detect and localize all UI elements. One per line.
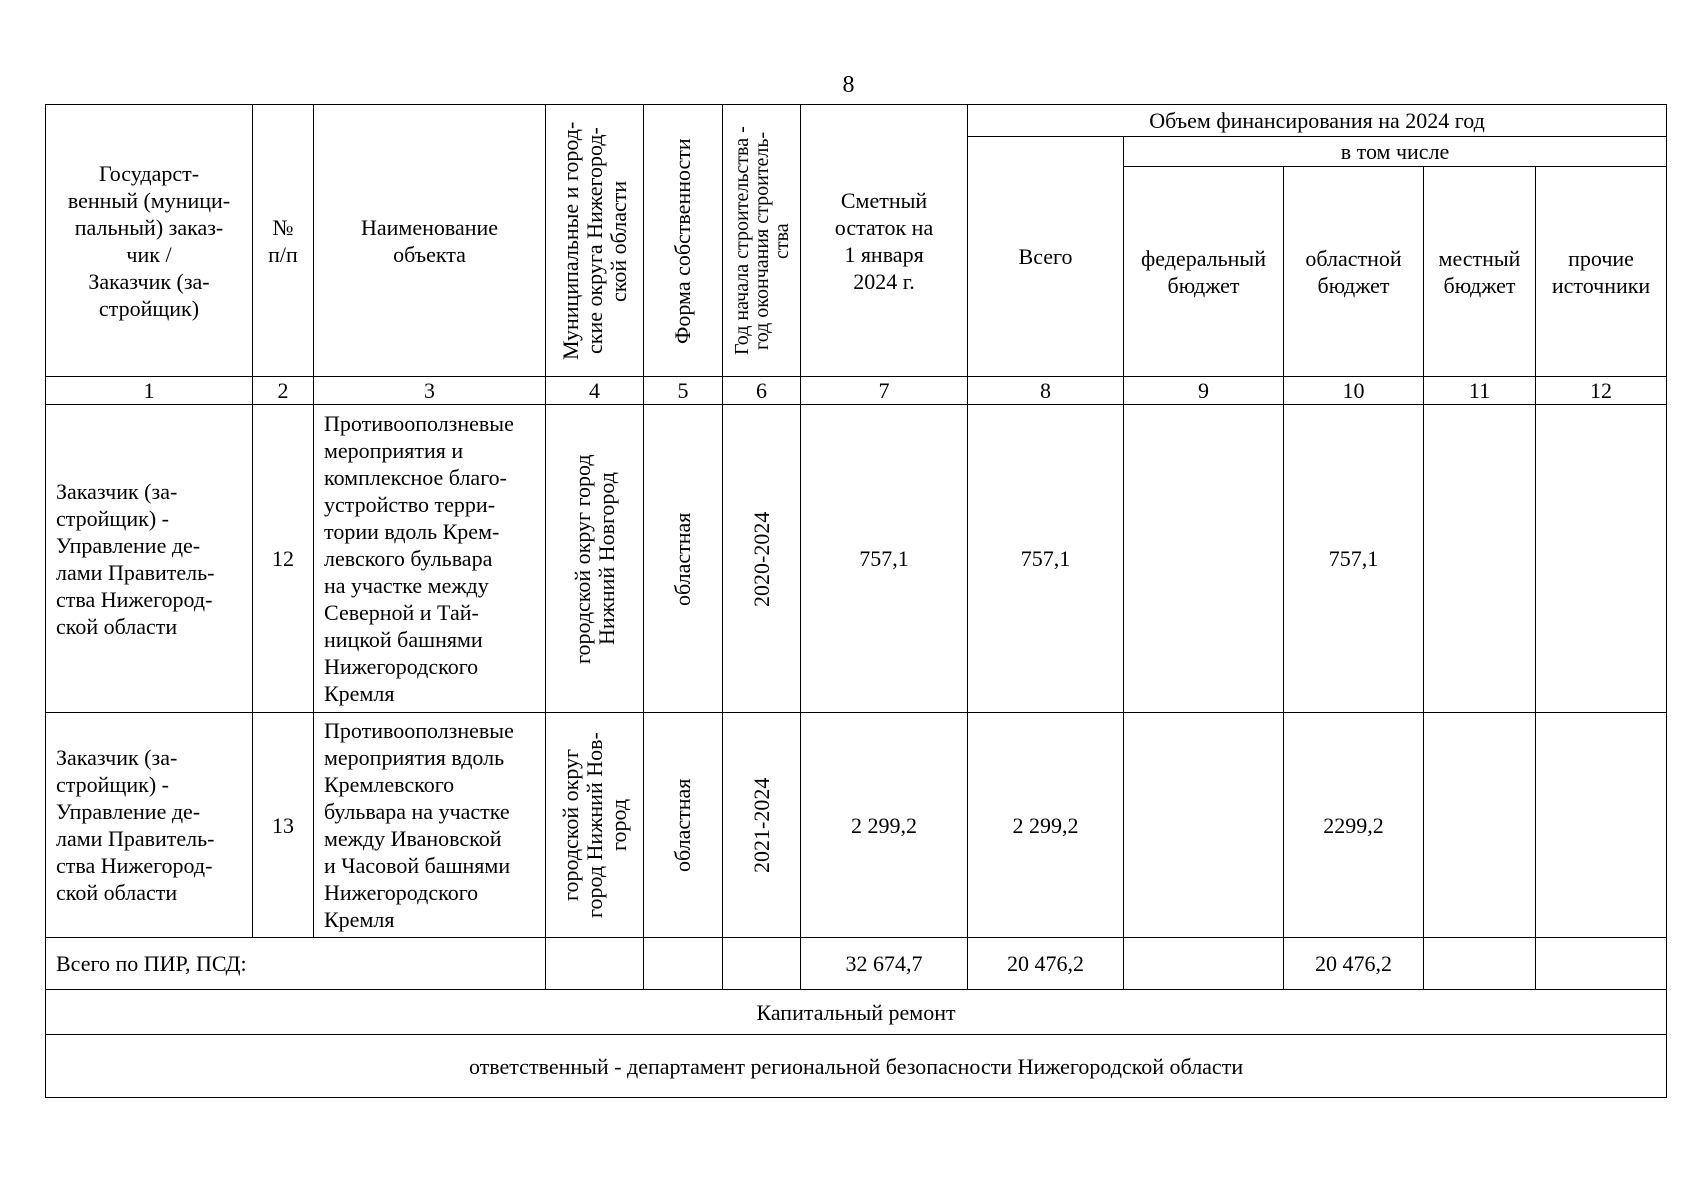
header-total: Всего <box>968 137 1124 377</box>
totals-federal <box>1124 938 1284 990</box>
header-ownership: Форма собственности <box>644 105 723 377</box>
column-numbers-row <box>46 377 1667 405</box>
totals-total: 20 476,2 <box>968 938 1124 990</box>
row-other <box>1536 713 1667 938</box>
column-number: 2 <box>253 377 314 405</box>
section-title-row <box>46 990 1667 1035</box>
header-object: Наименование объекта <box>314 105 546 377</box>
row-years: 2021-2024 <box>723 713 801 938</box>
totals-estimate: 32 674,7 <box>801 938 968 990</box>
header-federal: федеральный бюджет <box>1124 167 1284 377</box>
column-number: 4 <box>546 377 644 405</box>
header-other: прочие источники <box>1536 167 1667 377</box>
header-regional: областной бюджет <box>1284 167 1424 377</box>
totals-ownership <box>644 938 723 990</box>
row-federal <box>1124 405 1284 713</box>
header-customer: Государст- венный (муници- пальный) заказ- чик / Заказчик (за- стройщик) <box>46 105 253 377</box>
row-district: городской округ город Нижний Нов- город <box>546 713 644 938</box>
column-number: 1 <box>46 377 253 405</box>
column-number: 12 <box>1536 377 1667 405</box>
table-row <box>46 713 1667 938</box>
column-number: 8 <box>968 377 1124 405</box>
totals-district <box>546 938 644 990</box>
column-number: 3 <box>314 377 546 405</box>
column-number: 5 <box>644 377 723 405</box>
header-local: местный бюджет <box>1424 167 1536 377</box>
section-title: Капитальный ремонт <box>46 990 1667 1035</box>
section-responsible: ответственный - департамент региональной безопасности Нижегородской области <box>46 1035 1667 1098</box>
header-number: № п/п <box>253 105 314 377</box>
financing-table <box>45 104 1667 1098</box>
row-years: 2020-2024 <box>723 405 801 713</box>
section-responsible-row <box>46 1035 1667 1098</box>
column-number: 10 <box>1284 377 1424 405</box>
row-ownership: областная <box>644 405 723 713</box>
column-number: 6 <box>723 377 801 405</box>
row-customer: Заказчик (за- стройщик) - Управление де- лами Правитель- ства Нижегород- ской области <box>46 713 253 938</box>
row-other <box>1536 405 1667 713</box>
row-object: Противооползневые мероприятия вдоль Кремлевского бульвара на участке между Ивановской и Часовой башнями Нижегородского Кремля <box>314 713 546 938</box>
row-regional: 2299,2 <box>1284 713 1424 938</box>
header-years: Год начала строительства - год окончания строитель- ства <box>723 105 801 377</box>
totals-regional: 20 476,2 <box>1284 938 1424 990</box>
header-row-1 <box>46 105 1667 137</box>
page-number: 8 <box>842 72 855 98</box>
row-object: Противооползневые мероприятия и комплексное благо- устройство терри- тории вдоль Крем- левского бульвара на участке между Северной и Тай- ницкой башнями Нижегородского Кремля <box>314 405 546 713</box>
row-total: 757,1 <box>968 405 1124 713</box>
totals-years <box>723 938 801 990</box>
column-number: 7 <box>801 377 968 405</box>
table-row <box>46 405 1667 713</box>
header-district: Муниципальные и город- ские округа Нижегород- ской области <box>546 105 644 377</box>
column-number: 9 <box>1124 377 1284 405</box>
row-ownership: областная <box>644 713 723 938</box>
header-estimate: Сметный остаток на 1 января 2024 г. <box>801 105 968 377</box>
row-federal <box>1124 713 1284 938</box>
row-local <box>1424 713 1536 938</box>
header-financing: Объем финансирования на 2024 год <box>968 105 1667 137</box>
row-estimate: 757,1 <box>801 405 968 713</box>
row-estimate: 2 299,2 <box>801 713 968 938</box>
row-district: городской округ город Нижний Новгород <box>546 405 644 713</box>
totals-other <box>1536 938 1667 990</box>
row-total: 2 299,2 <box>968 713 1124 938</box>
row-customer: Заказчик (за- стройщик) - Управление де- лами Правитель- ства Нижегород- ской области <box>46 405 253 713</box>
totals-row <box>46 938 1667 990</box>
row-local <box>1424 405 1536 713</box>
row-number: 12 <box>253 405 314 713</box>
totals-label: Всего по ПИР, ПСД: <box>46 938 546 990</box>
row-regional: 757,1 <box>1284 405 1424 713</box>
totals-local <box>1424 938 1536 990</box>
header-including: в том числе <box>1124 137 1667 167</box>
row-number: 13 <box>253 713 314 938</box>
column-number: 11 <box>1424 377 1536 405</box>
